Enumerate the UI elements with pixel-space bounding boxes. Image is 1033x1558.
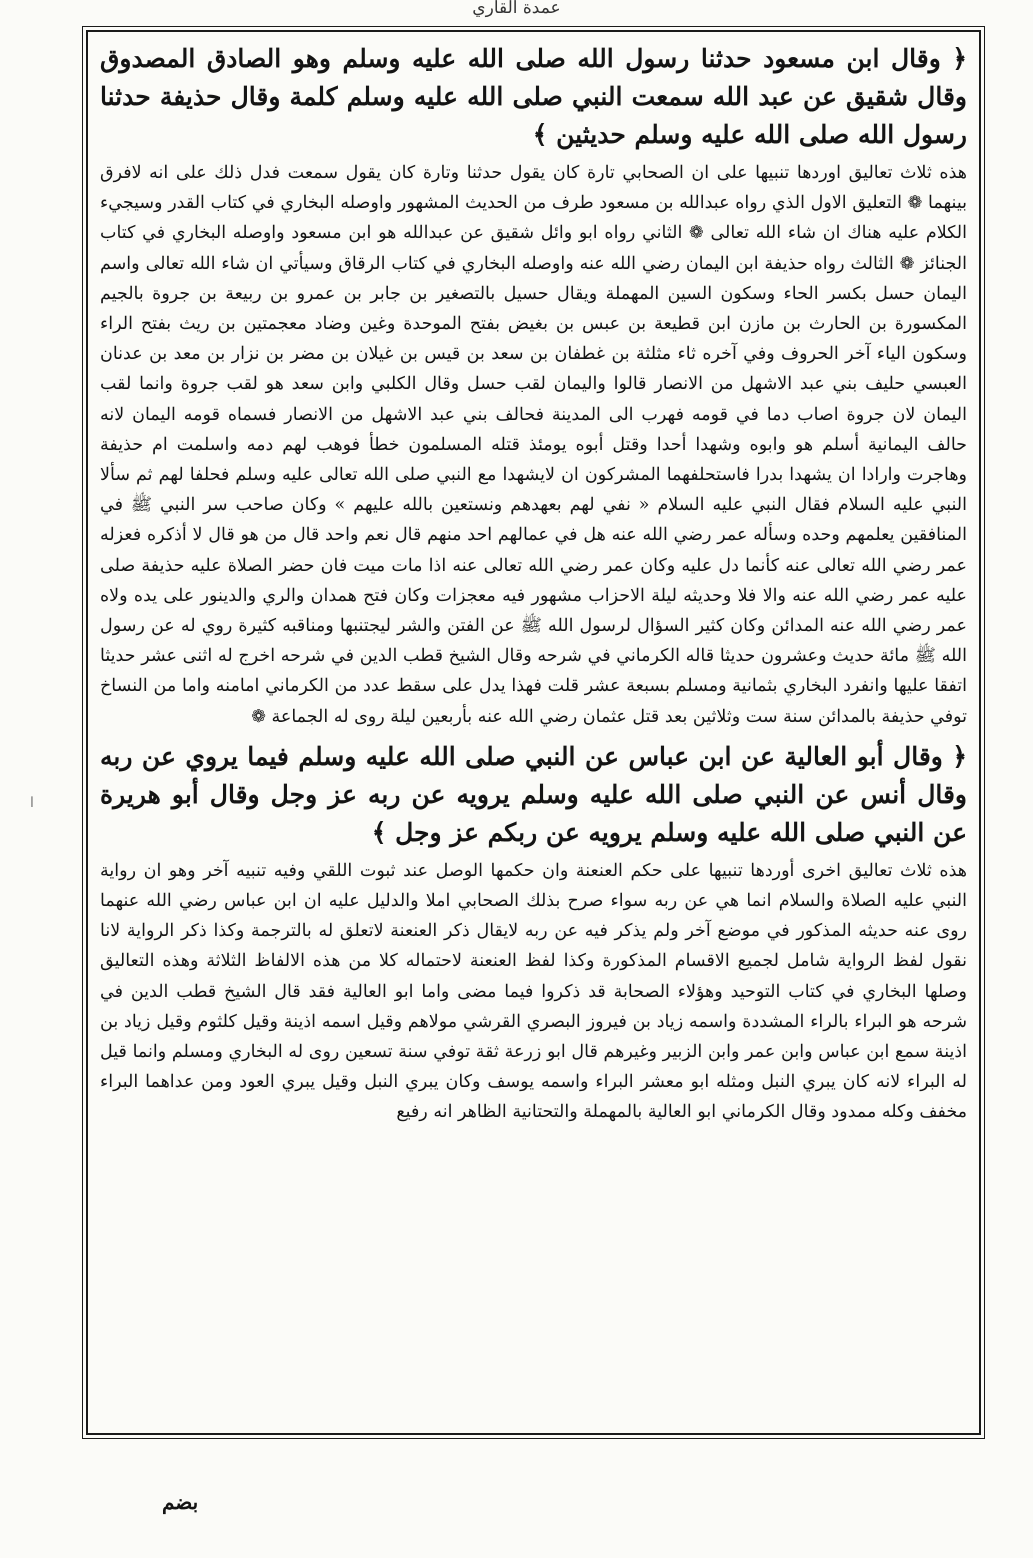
commentary-1: هذه ثلاث تعاليق اوردها تنبيها على ان الصحابي تارة كان يقول حدثنا وتارة كان يقول سمعت فدل ذلك على انه لافرق بينهما ❁ التعليق الاول الذي رواه عبدالله بن مسعود طرف من الحديث المشهور واوصله البخاري في كتاب القدر وسيجيء الكلام عليه هناك ان شاء الله تعالى ❁ الثاني رواه ابو وائل شقيق عن عبدالله هو ابن مسعود واوصله البخاري في كتاب الجنائز ❁ الثالث رواه حذيفة ابن اليمان رضي الله عنه واوصله البخاري في كتاب الرقاق وسيأتي ان شاء الله تعالى واسم اليمان حسل بكسر الحاء وسكون السين المهملة ويقال حسيل بالتصغير بن جابر بن عمرو بن ربيعة بن جروة بالجيم المكسورة بن الحارث بن مازن ابن قطيعة بن عبس بن بغيض بفتح الموحدة وغين وضاد معجمتين بن ريث بفتح الراء وسكون الياء آخر الحروف وفي آخره ثاء مثلثة بن غطفان بن سعد بن قيس بن غيلان بن مضر بن نزار بن معد بن عدنان العبسي حليف بني عبد الاشهل من الانصار قالوا واليمان لقب حسل وقال الكلبي وابن سعد هو لقب جروة وانما لقب اليمان لان جروة اصاب دما في قومه فهرب الى المدينة فحالف بني عبد الاشهل من الانصار فسماه قومه اليمان لانه حالف اليمانية أسلم هو وابوه وشهدا أحدا وقتل أبوه يومئذ قتله المسلمون خطأ فوهب لهم دمه واسلمت ام حذيفة وهاجرت وارادا ان يشهدا بدرا فاستحلفهما المشركون ان لايشهدا مع النبي صلى الله تعالى عليه وسلم فحلفا لهم ثم سألا النبي عليه السلام فقال النبي عليه السلام « نفي لهم بعهدهم ونستعين بالله عليهم » وكان صاحب سر النبي ﷺ في المنافقين يعلمهم وحده وسأله عمر رضي الله عنه هل في عمالهم احد منهم قال نعم واحد قال من هو قال لا أذكره فعزله عمر رضي الله تعالى عنه كأنما دل عليه وكان عمر رضي الله تعالى عنه اذا مات ميت فان حضر الصلاة عليه حذيفة صلى عليه عمر رضي الله عنه والا فلا وحديثه ليلة الاحزاب مشهور فيه معجزات وكان فتح همدان والري والدينور على يده ولاه عمر رضي الله عنه المدائن وكان كثير السؤال لرسول الله ﷺ عن الفتن والشر ليجتنبها ومناقبه كثيرة روي له عن رسول الله ﷺ مائة حديث وعشرون حديثا قاله الكرماني في شرحه وقال الشيخ قطب الدين في شرحه اخرج له اثنى عشر حديثا اتفقا عليها وانفرد البخاري بثمانية ومسلم بسبعة عشر قلت فهذا يدل على سقط عدد من الكرماني امامنه واما من النساخ توفي حذيفة بالمدائن سنة ست وثلاثين بعد قتل عثمان رضي الله عنه بأربعين ليلة روى له الجماعة ❁	[100, 163, 967, 727]
page-frame	[86, 30, 981, 1435]
running-head: عمدة القاري	[472, 0, 561, 18]
text-body	[88, 32, 979, 1128]
catchword: بضم	[162, 1490, 199, 1514]
commentary-2: هذه ثلاث تعاليق اخرى أوردها تنبيها على حكم العنعنة وان حكمها الوصل عند ثبوت اللقي وفيه تنبيه آخر وهو ان رواية النبي عليه الصلاة والسلام انما هي عن ربه سواء صرح بذلك الصحابي املا والدليل عليه ان ابن عباس رضي الله عنهما روى عنه حديثه المذكور في موضع آخر ولم يذكر فيه عن ربه لايقال ذكر العنعنة لاتعلق له بالترجمة وكذا ذكر الرواية لانا نقول لفظ الرواية شامل لجميع الاقسام المذكورة وكذا لفظ العنعنة لاحتماله كلا من هذه الالفاظ الثلاثة وهذه التعاليق وصلها البخاري في كتاب التوحيد وهؤلاء الصحابة قد ذكروا فيما مضى واما ابو العالية فقد قال الشيخ قطب الدين في شرحه هو البراء بالراء المشددة واسمه زياد بن فيروز البصري القرشي مولاهم وقيل اسمه اذينة وقيل كلثوم وقيل زياد بن اذينة سمع ابن عباس وابن عمر وابن الزبير وغيرهم قال ابو زرعة ثقة توفي سنة تسعين روى له البخاري ومسلم وانما قيل له البراء لانه كان يبري النبل ومثله ابو معشر البراء واسمه يوسف وكان يبري النبل وقيل يبري العود ومن عداهما البراء مخفف وكله ممدود وقال الكرماني ابو العالية بالمهملة والتحتانية الظاهر انه رفيع	[100, 860, 967, 1123]
hadith-text-1: ﴿ وقال ابن مسعود حدثنا رسول الله صلى الله عليه وسلم وهو الصادق المصدوق وقال شقيق عن عبد الله سمعت النبي صلى الله عليه وسلم كلمة وقال حذيفة حدثنا رسول الله صلى الله عليه وسلم حديثين ﴾	[100, 44, 967, 149]
margin-mark: ا	[30, 795, 34, 811]
hadith-text-2: ﴿ وقال أبو العالية عن ابن عباس عن النبي صلى الله عليه وسلم فيما يروي عن ربه وقال أنس عن النبي صلى الله عليه وسلم يرويه عن ربه عز وجل وقال أبو هريرة عن النبي صلى الله عليه وسلم يرويه عن ربكم عز وجل ﴾	[100, 741, 967, 847]
